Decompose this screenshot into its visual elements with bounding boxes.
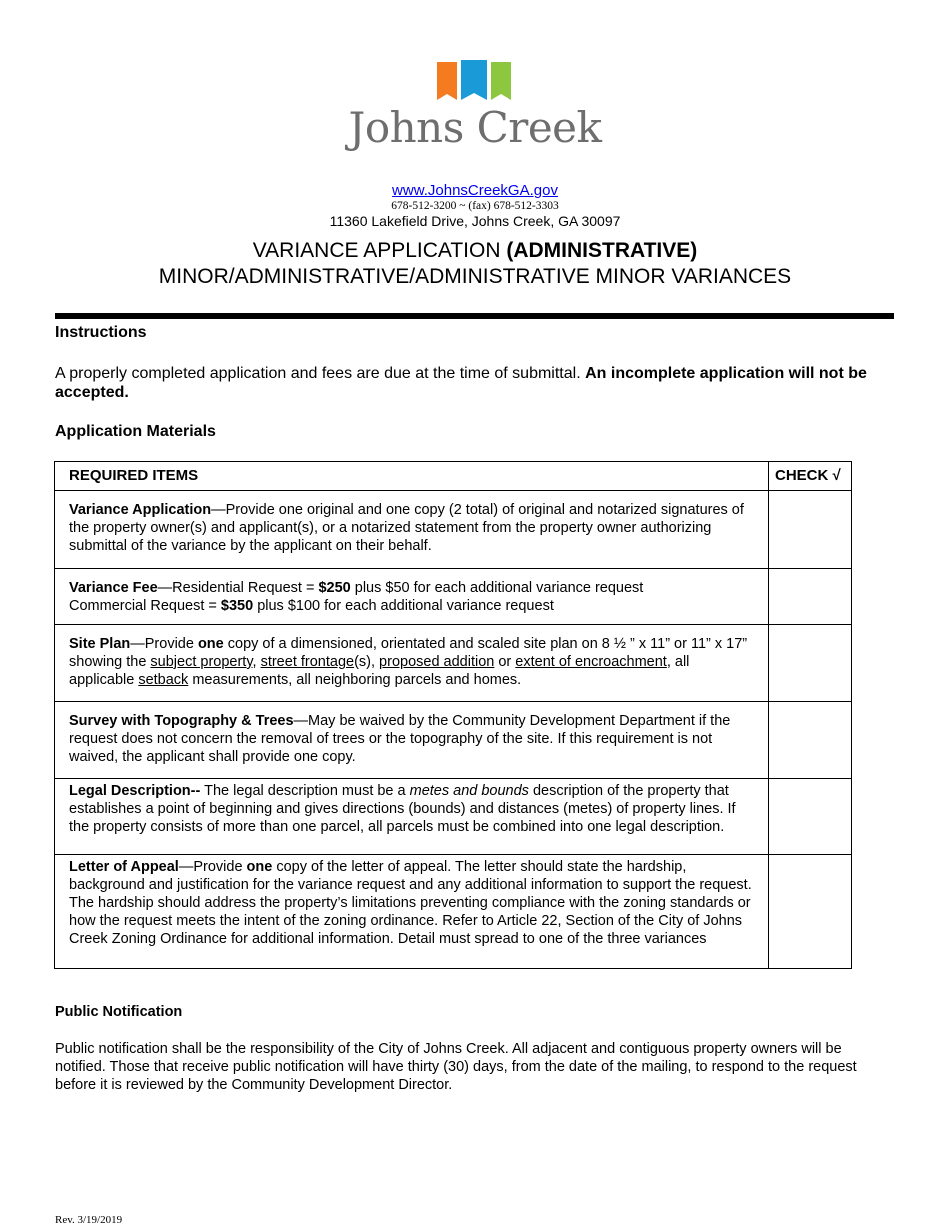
check-cell[interactable] [769,625,852,702]
city-logo [0,58,950,150]
phone-fax: 678-512-3200 ~ (fax) 678-512-3303 [391,200,559,212]
revision-date: Rev. 3/19/2019 [55,1214,123,1226]
public-notification-text: Public notification shall be the responsibility of the City of Johns Creek. All adjacent and contiguous property owners will be notified. Those that receive public notification will have thirty (30) days, from the date of the mailing, to respond to the request before it is reviewed by the Community Development Director. [55,1041,857,1093]
table-row [55,779,852,855]
website-link[interactable]: www.JohnsCreekGA.gov [392,182,558,199]
item-variance-fee: Variance Fee—Residential Request = $250 plus $50 for each additional variance request Commercial Request = $350 plus $100 for each additional variance request [55,569,769,625]
title-regular: VARIANCE APPLICATION [252,239,507,262]
instructions-text: A properly completed application and fees are due at the time of submittal. An incomplete application will not be accepted. [55,365,867,401]
title-bold: (ADMINISTRATIVE) [506,239,698,262]
check-cell[interactable] [769,855,852,969]
table-row [55,625,852,702]
address: 11360 Lakefield Drive, Johns Creek, GA 30097 [329,213,621,229]
table-row [55,702,852,779]
col-check: CHECK √ [769,462,852,491]
header-divider [55,313,894,319]
table-row [55,569,852,625]
item-variance-application: Variance Application—Provide one original and one copy (2 total) of original and notarized signatures of the property owner(s) and applicant(s), or a notarized statement from the property owner authorizing submittal of the variance by the applicant on their behalf. [55,491,769,569]
col-required-items: REQUIRED ITEMS [55,462,769,491]
flags-icon [435,58,515,104]
page-title [0,238,950,290]
item-site-plan: Site Plan—Provide one copy of a dimensioned, orientated and scaled site plan on 8 ½ ” x 11” or 11” x 17” showing the subject property, street frontage(s), proposed addition or extent of encroachment, all applicable setback measurements, all neighboring parcels and homes. [55,625,769,702]
contact-block [0,182,950,230]
table-row [55,855,852,969]
check-cell[interactable] [769,779,852,855]
table-row [55,491,852,569]
instructions-heading: Instructions [55,324,147,341]
required-items-table [54,461,852,969]
check-cell[interactable] [769,702,852,779]
item-letter-of-appeal: Letter of Appeal—Provide one copy of the letter of appeal. The letter should state the hardship, background and justification for the variance request and any additional information to support the request. The hardship should address the property’s limitations preventing compliance with the zoning standards or how the request meets the intent of the zoning ordinance. Refer to Article 22, Section of the City of Johns Creek Zoning Ordinance for additional information. Detail must spread to one of the three variances [55,855,769,969]
logo-text: Johns Creek [348,103,602,152]
table-header-row [55,462,852,491]
public-notification-heading: Public Notification [55,1004,183,1020]
item-survey: Survey with Topography & Trees—May be waived by the Community Development Department if the request does not concern the removal of trees or the topography of the site. If this requirement is not waived, the applicant shall provide one copy. [55,702,769,779]
check-cell[interactable] [769,491,852,569]
materials-heading: Application Materials [55,423,216,440]
item-legal-description: Legal Description-- The legal description must be a metes and bounds description of the property that establishes a point of beginning and gives directions (bounds) and distances (metes) of property lines. If the property consists of more than one parcel, all parcels must be combined into one legal description. [55,779,769,855]
check-cell[interactable] [769,569,852,625]
subtitle: MINOR/ADMINISTRATIVE/ADMINISTRATIVE MINOR VARIANCES [158,265,792,288]
